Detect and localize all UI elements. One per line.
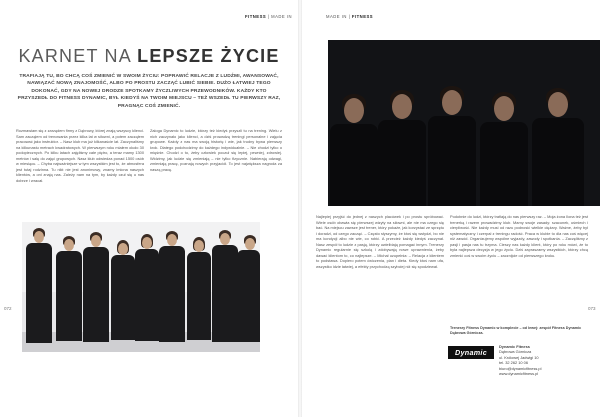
running-head-sep: | <box>348 14 351 19</box>
right-column-1: Najlepiej przyjść do jednej z naszych placówek i po prostu spróbować. Wiele osób obawia się pierwszej wizyty na siłowni, ale nie ma czego się bać. Na miejscu zawsze jest trener, który pokaże, jak korzystać ze sprzętu i doradzi, od czego zacząć. – Często słyszymy, że ktoś się wstydzi, bo nie ma kondycji albo nie wie, co robić. A przecież każdy kiedyś zaczynał. Nasz zespół to ludzie z pasją, którzy uwielbiają pomagać innym. Trenerzy Dynamic regularnie się szkolą i zdobywają nowe uprawnienia, żeby dawać klientom to, co najlepsze. – Michał uzupełnia: – Relacja z klientem to podstawa. Dopiero potem ćwiczenia, plan i dieta. Kiedy ktoś nam ufa, wszystko idzie łatwiej, a efekty przychodzą szybciej niż się spodziewał. <box>316 214 444 269</box>
running-head <box>326 14 373 19</box>
contact-line: Dąbrowa Górnicza <box>499 349 532 355</box>
logo-text: Dynamic <box>454 348 488 357</box>
contact-info <box>499 344 541 376</box>
page-number-left: 072 <box>4 306 12 311</box>
right-column-2: Podobnie do ludzi, którzy trafiają do nas pierwszy raz. – Moja żona Ilona też jest trenerką i razem prowadzimy klub. Mamy swoje zasady: szacunek, uśmiech i cierpliwość. Nie każdy musi od razu podnosić wielkie ciężary. Ważne, żeby był systematyczny i czerpał z treningu radość. Praca w klubie to dla nas coś więcej niż zawód. Organizujemy wspólne wyjazdy, zawody i spotkania. – Zaczęliśmy z pasji i pasja nas tu trzyma. Cieszy nas każdy klient, który po roku mówi, że to była najlepsza decyzja w jego życiu. Dziś zapraszamy wszystkich, którzy chcą zmienić coś w swoim życiu – zacznijcie od pierwszego kroku. <box>450 214 588 258</box>
contact-line: www.dynamicfitness.pl <box>499 371 539 377</box>
contact-line: tel. 32 262 10 06 <box>499 360 528 366</box>
running-head <box>245 14 292 19</box>
trainers-photo <box>328 40 600 206</box>
article-lead: TRAFIAJĄ TU, BO CHCĄ COŚ ZMIENIĆ W SWOIM ŻYCIU: POPRAWIĆ RELACJE Z LUDŹMI, AWANSOWAĆ, NAWIĄZAĆ NOWĄ ZNAJOMOŚĆ, ALBO PO PROSTU ZACZĄĆ LUBIĆ SIEBIE. DUŻO ŁATWIEJ TEGO DOKONAĆ, GDY NA NOWEJ DRODZE SPOTKAMY ŻYCZLIWYCH PRZEWODNIKÓW. KAŻDY KTO PRZYSZEDŁ DO FITNESS DYNAMIC, BYŁ KIEDYŚ NA TWOIM MIEJSCU – TEŻ WSZEDŁ TU PIERWSZY RAZ, PRAGNĄC COŚ ZMIENIĆ. <box>17 74 281 109</box>
left-page <box>0 0 298 417</box>
running-head-sep: | <box>267 14 270 19</box>
contact-line: ul. Królowej Jadwigi 10 <box>499 354 539 360</box>
running-head-brand: FITNESS <box>351 14 374 19</box>
photo-caption: Trenerzy Fitness Dynamic w komplecie – od lewej: zespół Fitness Dynamic Dąbrowa Górnicza. <box>450 326 582 335</box>
running-head-section: MADE IN <box>271 14 293 19</box>
title-part1: KARNET NA <box>18 46 138 66</box>
left-column-1: Rozmawiam się z zarządem firmy z Dąbrowy, której znają wszyscy klienci. Sam zacząłem od trenowania przez kilka lat w siłowni, a potem zacząłem pracować jako instruktor. – Nasz klub ma już kilkanaście lat. Zaczynaliśmy na kilkunastu metrach kwadratowych. W pierwszym roku miałem około 30 podopiecznych. Po kilku latach zajęliśmy całe piętro, a teraz mamy 1300 metrów i salę do zajęć grupowych. Nasz klub odwiedza ponad 1500 osób w miesiącu. – Chyba najważniejsze w tym wszystkim jest to, że atmosfera jest tutaj rodzinna. Tu nikt nie jest anonimowy, znamy imiona naszych klientów, a oni znają nas. Zależy nam na tym, by każdy czuł się u nas dobrze i wracał. <box>16 128 144 183</box>
left-column-2: Zaloga Dynamic to ludzie, którzy też kiedyś przyszli tu na trening. Wielu z nich zaczynało jako klienci, a dziś prowadzą treningi personalne i zajęcia grupowe. Każdy z nas ma swoją historię i wie, jak trudny bywa pierwszy krok. Dlatego podchodzimy do każdego indywidualnie. – Nie chodzi tylko o mięśnie. Chodzi o to, żeby człowiek poczuł się lepiej, pewniej, zdrowiej. Widzimy, jak ludzie się zmieniają – nie tylko fizycznie. Nabierają odwagi, zmieniają pracę, poznają nowych przyjaciół. To jest największa nagroda za naszą pracę. <box>150 128 282 172</box>
article-title <box>0 46 298 67</box>
team-photo <box>22 222 260 352</box>
dynamic-logo <box>448 346 494 359</box>
page-number-right: 073 <box>588 306 596 311</box>
running-head-brand: FITNESS <box>245 14 267 19</box>
contact-line: Dynamic Fitness <box>499 344 530 349</box>
running-head-section: MADE IN <box>326 14 347 19</box>
contact-line: biuro@dynamicfitness.pl <box>499 365 542 371</box>
right-page <box>302 0 600 417</box>
title-part2: LEPSZE ŻYCIE <box>137 46 280 66</box>
